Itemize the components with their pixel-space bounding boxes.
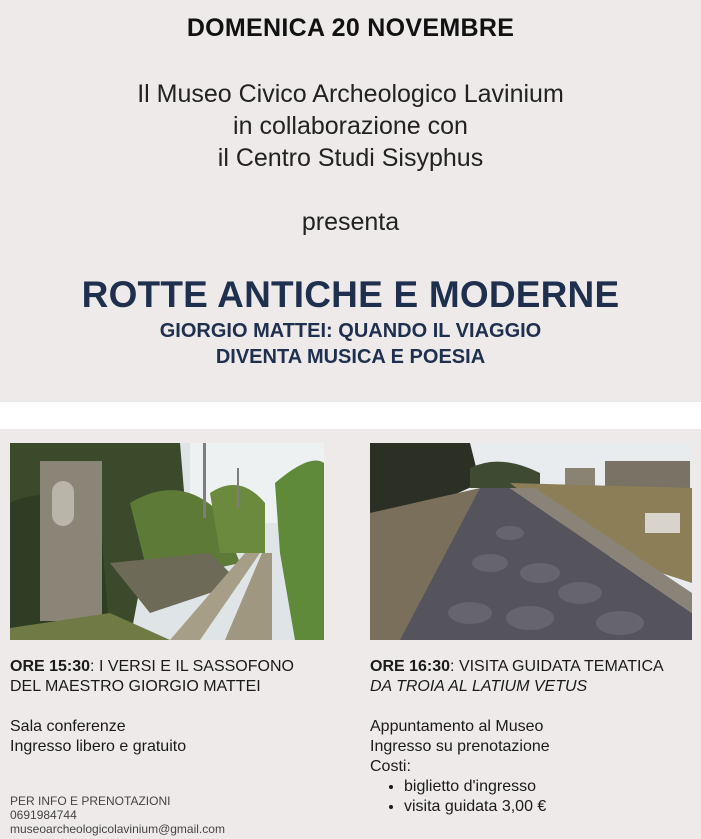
event-2-costs-list [370,777,700,817]
event-1-location: Sala conferenze [10,718,126,735]
event-subtitle [0,318,701,370]
country-path-with-shrine-photo [10,443,324,640]
contact-email[interactable]: museoarcheologicolavinium@gmail.com [10,822,225,836]
contact-info [10,794,225,836]
subtitle-line: DIVENTA MUSICA E POESIA [215,346,486,368]
intro-line: in collaborazione con [233,112,468,140]
poster-program [0,429,701,839]
event-1-admission: Ingresso libero e gratuito [10,738,187,755]
event-2-costs-label: Costi: [370,758,411,775]
event-1 [10,657,350,757]
event-1-heading: ORE 15:30: I VERSI E IL SASSOFONO [10,658,294,675]
presenta-text: presenta [301,208,400,236]
event-2-heading: ORE 16:30: VISITA GUIDATA TEMATICA [370,658,664,675]
event-title: ROTTE ANTICHE E MODERNE [81,274,620,315]
event-2-theme: DA TROIA AL LATIUM VETUS [370,678,588,695]
contact-label: PER INFO E PRENOTAZIONI [10,794,171,808]
subtitle-line: GIORGIO MATTEI: QUANDO IL VIAGGIO [159,320,542,342]
contact-phone[interactable]: 0691984744 [10,808,77,822]
event-1-heading-line2: DEL MAESTRO GIORGIO MATTEI [10,678,261,695]
event-1-time: ORE 15:30 [10,658,91,675]
event-2-time: ORE 16:30 [370,658,451,675]
event-2 [370,657,700,817]
organizers-intro [0,78,701,174]
cost-item: • visita guidata 3,00 € [404,797,700,817]
event-2-admission: Ingresso su prenotazione [370,738,550,755]
poster-header [0,0,701,402]
intro-line: Il Museo Civico Archeologico Lavinium [137,80,564,108]
intro-line: il Centro Studi Sisyphus [217,144,484,172]
event-date: DOMENICA 20 NOVEMBRE [186,14,515,42]
event-2-meeting-point: Appuntamento al Museo [370,718,544,735]
ancient-roman-road-photo [370,443,692,640]
cost-item: • biglietto d'ingresso [404,777,700,797]
